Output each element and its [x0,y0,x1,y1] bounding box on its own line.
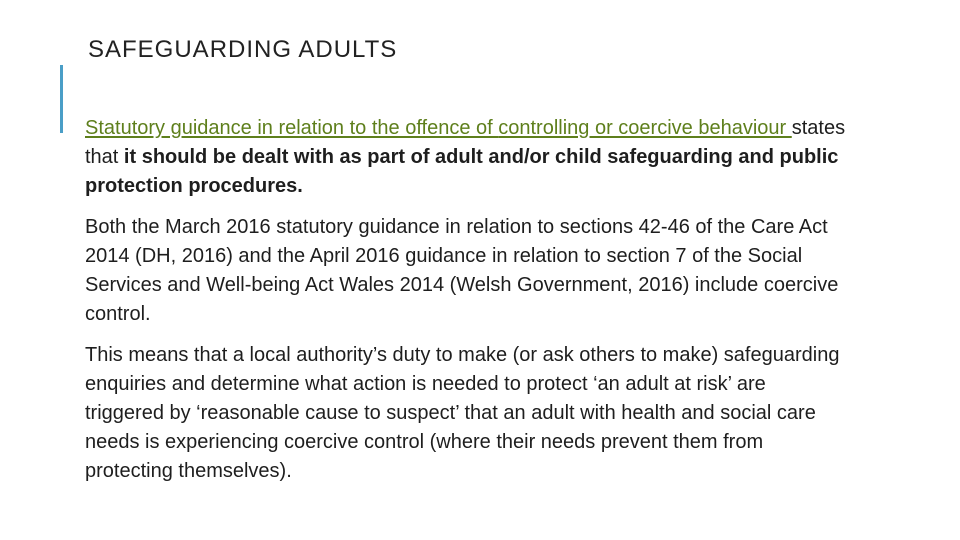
slide-title: SAFEGUARDING ADULTS [88,36,398,63]
accent-bar [60,65,63,133]
paragraph-emphasis: it should be dealt with as part of adult and/or child safeguarding and public protection procedures. [85,146,839,197]
slide-body [85,114,850,498]
paragraph-local-authority-duty: This means that a local authority’s duty to make (or ask others to make) safeguarding enquiries and determine what action is needed to protect ‘an adult at risk’ are triggered by ‘reasonable cause to suspect’ that an adult with health and social care needs is experiencing coercive control (where their needs prevent them from protecting themselves). [85,344,840,482]
paragraph-statutory-guidance [85,114,850,201]
statutory-guidance-link[interactable] [85,117,792,139]
link-text[interactable]: Statutory guidance in relation to the offence of [85,117,499,139]
paragraph-care-act: Both the March 2016 statutory guidance in relation to sections 42-46 of the Care Act 2014 (DH, 2016) and the April 2016 guidance in relation to section 7 of the Social Services and Well-being Act Wales 2014 (Welsh Government, 2016) include coercive control. [85,216,839,325]
paragraph-text: states that [85,117,846,168]
link-bold-text[interactable]: controlling or coercive behaviour [498,117,792,139]
